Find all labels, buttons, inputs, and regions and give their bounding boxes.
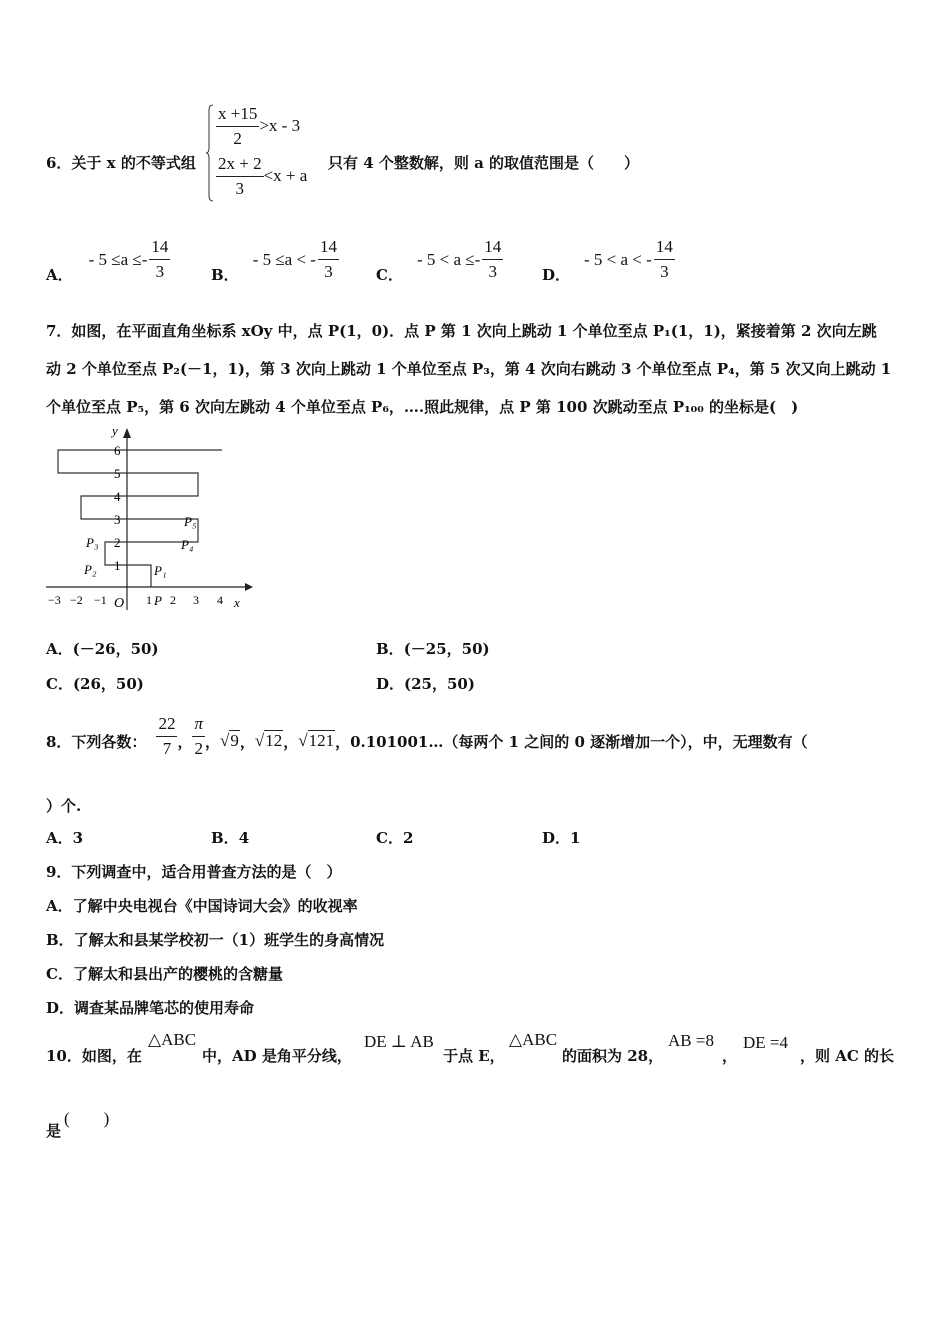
q8-fraction-pi-2 xyxy=(192,714,205,758)
option-num: 14 xyxy=(655,237,673,257)
option-text: (－25，50) xyxy=(403,640,490,658)
q6-option-b[interactable] xyxy=(211,234,339,285)
q10-answer-paren: ( ) xyxy=(64,1109,110,1128)
figure-x-tick: 1 xyxy=(146,593,152,607)
q8-sqrt-9: √9 xyxy=(220,731,239,750)
q7-option-c[interactable] xyxy=(46,673,144,694)
q6-option-a[interactable] xyxy=(46,234,170,285)
figure-x-label: x xyxy=(234,595,240,610)
figure-y-tick: 4 xyxy=(114,489,121,504)
q6-ineq1-denominator: 2 xyxy=(233,128,242,148)
q8-sqrt-121: √121 xyxy=(298,731,335,750)
q7-coordinate-figure xyxy=(40,422,260,616)
q7-option-a[interactable] xyxy=(46,638,159,659)
q9-stem: 9．下列调查中，适合用普查方法的是（ ） xyxy=(46,863,342,881)
option-label: A． xyxy=(46,266,73,284)
q8-comma: ， xyxy=(205,732,221,751)
figure-point-label: P₁ xyxy=(154,563,167,578)
figure-x-tick: −3 xyxy=(48,593,61,607)
q10-text-3: 于点 E， xyxy=(443,1047,505,1065)
figure-point-label: P₃ xyxy=(86,535,99,550)
figure-point-label: P xyxy=(154,593,162,608)
figure-y-tick: 6 xyxy=(114,443,121,458)
option-text: (26，50) xyxy=(72,675,144,693)
q8-option-c[interactable] xyxy=(376,827,413,848)
q8-comma: ， xyxy=(239,732,255,751)
figure-x-tick: 2 xyxy=(170,593,176,607)
q8-stem-line-2: ）个. xyxy=(46,797,82,815)
q8-stem xyxy=(46,704,808,778)
q6-inequality-1 xyxy=(216,104,300,148)
option-label: D． xyxy=(542,829,571,847)
figure-x-tick: −1 xyxy=(94,593,107,607)
q8-sqrt-12: √12 xyxy=(254,731,283,750)
q10-math-de-perp-ab: DE ⊥ AB xyxy=(364,1032,434,1051)
q8-radicand: 12 xyxy=(265,731,283,750)
q6-inequality-2 xyxy=(216,154,307,198)
option-text: 4 xyxy=(238,829,250,847)
option-label: D． xyxy=(542,266,571,284)
q8-f2-den: 2 xyxy=(194,738,203,758)
option-text: 1 xyxy=(570,829,581,847)
option-label: A． xyxy=(46,640,73,658)
q6-ineq2-denominator: 3 xyxy=(235,178,245,198)
figure-y-tick: 3 xyxy=(114,512,121,527)
q7-option-d[interactable] xyxy=(376,673,475,694)
q8-radicand: 121 xyxy=(308,731,335,750)
option-expr: - 5 ≤a < - xyxy=(252,249,316,269)
figure-y-tick: 2 xyxy=(114,535,121,550)
q7-stem-line-1: 7．如图，在平面直角坐标系 xOy 中，点 P(1，0)．点 P 第 1 次向上跳动 1 个单位至点 P₁(1，1)，紧接着第 2 次向左跳 xyxy=(46,322,877,340)
option-expr: - 5 < a < - xyxy=(584,249,652,269)
q6-system-brace xyxy=(206,104,214,202)
option-den: 3 xyxy=(488,262,497,281)
figure-y-label: y xyxy=(112,423,118,438)
figure-point-label: P₄ xyxy=(181,537,194,552)
option-expr: - 5 < a ≤- xyxy=(416,249,481,269)
q8-prefix: 8．下列各数： xyxy=(46,732,147,751)
option-text: 3 xyxy=(72,829,84,847)
q6-ineq1-rest: >x - 3 xyxy=(259,116,301,136)
figure-y-tick: 1 xyxy=(114,558,121,573)
option-text: (25，50) xyxy=(404,675,475,693)
q6-stem-prefix: 6．关于 x 的不等式组 xyxy=(46,154,196,172)
q6-ineq2-numerator: 2x + 2 xyxy=(218,154,262,173)
q8-f2-num: π xyxy=(194,713,203,733)
q7-stem-line-2: 动 2 个单位至点 P₂(－1，1)，第 3 次向上跳动 1 个单位至点 P₃，第 4 次向右跳动 3 个单位至点 P₄，第 5 次又向上跳动 1 xyxy=(46,360,892,378)
option-label: C． xyxy=(376,829,403,847)
option-label: B． xyxy=(211,829,239,847)
figure-origin: O xyxy=(114,596,125,611)
option-label: A． xyxy=(46,829,73,847)
q7-option-b[interactable] xyxy=(376,638,490,659)
q8-f1-num: 22 xyxy=(158,713,176,733)
figure-x-tick: 3 xyxy=(193,593,199,607)
option-label: C． xyxy=(46,675,73,693)
option-num: 14 xyxy=(151,237,169,257)
q10-math-de-4: DE =4 xyxy=(743,1033,788,1052)
q10-text-1: 10．如图，在 xyxy=(46,1047,142,1065)
option-label: D． xyxy=(376,675,405,693)
q10-text-5: ， xyxy=(722,1047,738,1065)
option-den: 3 xyxy=(660,262,669,281)
q10-text-4: 的面积为 28， xyxy=(562,1047,664,1065)
q8-comma: ， xyxy=(177,732,193,751)
q8-option-b[interactable] xyxy=(211,827,249,848)
q10-math-triangle-abc: △ABC xyxy=(148,1030,197,1049)
figure-point-label: P₅ xyxy=(184,514,197,529)
q7-stem-line-3: 个单位至点 P₅，第 6 次向左跳动 4 个单位至点 P₆，….照此规律，点 P 第 100 次跳动至点 P₁₀₀ 的坐标是( ) xyxy=(46,398,799,416)
option-num: 14 xyxy=(484,237,502,257)
q8-f1-den: 7 xyxy=(162,738,172,758)
q10-stem-line-2: 是 xyxy=(46,1122,62,1140)
q10-text-6: ，则 AC 的长 xyxy=(800,1047,895,1065)
option-label: B． xyxy=(211,266,239,284)
figure-x-tick: −2 xyxy=(70,593,83,607)
q6-option-c[interactable] xyxy=(376,234,503,285)
q8-comma: ， xyxy=(283,732,299,751)
figure-point-label: P₂ xyxy=(84,562,97,577)
q10-text-2: 中，AD 是角平分线， xyxy=(202,1047,352,1065)
option-den: 3 xyxy=(324,262,333,281)
q6-ineq1-numerator: x +15 xyxy=(218,104,258,123)
q10-math-ab-8: AB =8 xyxy=(668,1031,714,1050)
option-text: 2 xyxy=(402,829,414,847)
q10-math-triangle-abc-2: △ABC xyxy=(509,1030,558,1049)
option-label: B． xyxy=(376,640,404,658)
option-den: 3 xyxy=(155,262,165,281)
option-num: 14 xyxy=(319,237,337,257)
option-label: C． xyxy=(376,266,403,284)
option-expr: - 5 ≤a ≤- xyxy=(88,249,148,269)
q9-option-c[interactable]: C．了解太和县出产的樱桃的含糖量 xyxy=(46,965,283,983)
option-text: (－26，50) xyxy=(72,640,159,658)
q8-fraction-22-7 xyxy=(156,714,177,758)
figure-y-tick: 5 xyxy=(114,466,121,481)
q8-radicand: 9 xyxy=(230,731,239,750)
figure-x-tick: 4 xyxy=(217,593,223,607)
q9-option-a[interactable]: A．了解中央电视台《中国诗词大会》的收视率 xyxy=(46,897,358,915)
q9-option-d[interactable]: D．调查某品牌笔芯的使用寿命 xyxy=(46,999,255,1017)
q8-option-a[interactable] xyxy=(46,827,83,848)
q8-option-d[interactable] xyxy=(542,827,580,848)
q9-option-b[interactable]: B．了解太和县某学校初一（1）班学生的身高情况 xyxy=(46,931,385,949)
q6-stem-suffix: 只有 4 个整数解，则 a 的取值范围是（ ） xyxy=(328,154,640,172)
q6-option-d[interactable] xyxy=(542,234,675,285)
q8-suffix: ，0.101001…（每两个 1 之间的 0 逐渐增加一个），中，无理数有（ xyxy=(335,732,808,751)
q6-ineq2-rest: <x + a xyxy=(263,166,308,186)
